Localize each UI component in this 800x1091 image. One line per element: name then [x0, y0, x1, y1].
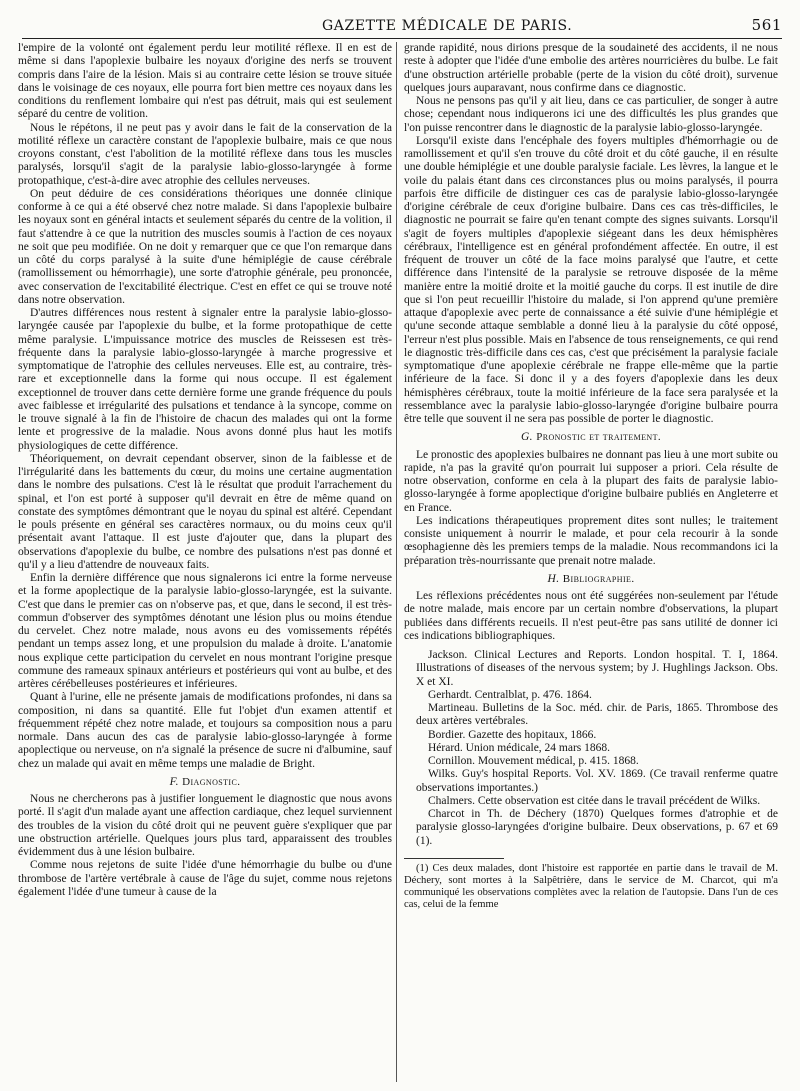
right-column [404, 42, 778, 911]
reference-item: Charcot in Th. de Déchery (1870) Quelques formes d'atrophie et de paralysie glosso-laryngées d'origine bulbaire. Deux observations, p. 67 et 69 (1). [416, 808, 778, 847]
section-number: H. [547, 572, 560, 585]
header-rule [22, 38, 782, 39]
paragraph: Quant à l'urine, elle ne présente jamais de modifications profondes, ni dans sa composition, ni dans sa quantité. Elle fut l'objet d'un examen attentif et fréquemment répété chez notre malade, et toujours sa composition nous a paru normale. Dans aucun des cas de paralysie labio-glosso-laryngée à forme apoplectique ou nerveuse, on n'a signalé la présence de sucre ni d'albumine, sauf chez un malade qui avait en même temps une maladie de Bright. [18, 691, 392, 770]
paragraph: Les réflexions précédentes nous ont été suggérées non-seulement par l'étude de notre malade, mais encore par un certain nombre d'observations, la plupart publiées dans différents recueils. Il n'est peut-être pas sans utilité de donner ici ces indications bibliographiques. [404, 590, 778, 642]
section-title: Pronostic et traitement. [536, 431, 662, 444]
reference-list [404, 649, 778, 848]
paragraph: Nous ne chercherons pas à justifier longuement le diagnostic que nous avons porté. Il s'agit d'un malade ayant une affection cardiaque, chez lequel surviennent des troubles de la vision du côté droit qui ne peuvent guère s'expliquer que par une obstruction artérielle. Quelques jours plus tard, apparaissent des troubles évidemment dus à une lésion bulbaire. [18, 793, 393, 858]
paragraph: Lorsqu'il existe dans l'encéphale des foyers multiples d'hémorrhagie ou de ramollissement et qu'il s'en trouve du côté droit et du côté gauche, il en résulte une double hémiplégie et une double paralysie faciale. Les lèvres, la langue et le voile du palais étant dans ces circonstances plus ou moins paralysés, il pourra parfois être difficile de distinguer ces cas de paralysie labio-glosso-laryngée d'origine cérébrale de ceux d'origine bulbaire. Dans ces cas très-difficiles, le diagnostic ne pourrait se faire qu'en tenant compte des signes suivants. Lorsqu'il s'agit de foyers multiples d'apoplexie siégeant dans les deux hémisphères cérébraux, l'intelligence est en général profondément affectée. En outre, il est fréquent de trouver un côté de la face moins paralysé que l'autre, et cette différence dans l'intensité de la paralysie se retrouve disposée de la même manière entre la moitié droite et la moitié gauche du corps. Il est inutile de dire que si l'on peut recueillir l'histoire du malade, si l'on apprend qu'une première attaque d'apoplexie avec perte de connaissance a été suivie d'une hémiplégie et qu'une seconde attaque semblable a donné lieu à la paralysie du côté opposé, l'erreur n'est plus possible. Mais en l'absence de tous renseignements, ce qui rend le diagnostic très-difficile dans ces cas, c'est que précisément la paralysie faciale symptomatique d'une apoplexie cérébrale ne frappe elle-même que la partie inférieure de la face. Si donc il y a des foyers d'apoplexie dans les deux hémisphères cérébraux, toute la moitié inférieure de la face sera paralysée et la ressemblance avec la paralysie labio-glosso-laryngée d'origine bulbaire pourra être telle que souvent il ne sera pas possible de porter le diagnostic. [404, 134, 778, 425]
section-title: Diagnostic. [182, 775, 241, 788]
page-header [22, 14, 782, 36]
section-heading-bibliography [404, 573, 778, 586]
reference-item: Wilks. Guy's hospital Reports. Vol. XV. 1869. (Ce travail renferme quatre observations importantes.) [416, 768, 778, 794]
paragraph: Enfin la dernière différence que nous signalerons ici entre la forme nerveuse et la forme apoplectique de la paralysie labio-glosso-laryngée, est la suivante. C'est que dans le premier cas on n'observe pas, et que, dans le second, il est très-commun d'observer des symptômes dénotant une lésion plus ou moins étendue du cervelet. Chez notre malade, nous avons eu des vomissements répétés pendant un temps assez long, et une propulsion du malade à droite. L'anatomie nous explique cette participation du cervelet en nous montrant l'origine presque commune des rameaux spinaux antérieurs et postérieurs qui vont au bulbe, et des artères cérébelleuses postérieures et inférieures. [18, 572, 392, 690]
paragraph: Nous ne pensons pas qu'il y ait lieu, dans ce cas particulier, de songer à autre chose; cependant nous indiquerons ici une des difficultés les plus grandes que l'on puisse rencontrer dans le diagnostic de la paralysie labio-glosso-laryngée. [404, 95, 778, 134]
page-number: 561 [751, 16, 782, 34]
paragraph: Les indications thérapeutiques proprement dites sont nulles; le traitement consiste uniquement à nourrir le malade, et pour cela recourir à la sonde œsophagienne dès les premiers temps de la maladie. Nous recommandons ici la préparation très-nourrissante que prenait notre malade. [404, 514, 778, 567]
paragraph: Le pronostic des apoplexies bulbaires ne donnant pas lieu à une mort subite ou rapide, n'a pas la gravité qu'on pourrait lui supposer a priori. Cela résulte de notre observation, conforme en cela à la plupart des faits de paralysie labio-glosso-laryngée à forme apoplectique d'origine bulbaire publiés en Angleterre et en France. [404, 448, 778, 514]
reference-item: Bordier. Gazette des hopitaux, 1866. [428, 728, 597, 741]
journal-title: GAZETTE MÉDICALE DE PARIS. [322, 18, 573, 34]
reference-item: Martineau. Bulletins de la Soc. méd. chir. de Paris, 1865. Thrombose des deux artères vertébrales. [416, 702, 778, 728]
paragraph: Nous le répétons, il ne peut pas y avoir dans le fait de la conservation de la motilité réflexe un caractère constant de l'apoplexie bulbaire, mais ce que nous croyons constant, c'est l'abolition de la motilité réflexe dans tous les muscles paralysés, lorsqu'il s'agit de la paralysie labio-glosso-laryngée à forme protopathique, c'est-à-dire avec atrophie des cellules nerveuses. [18, 121, 392, 187]
paragraph: On peut déduire de ces considérations théoriques une donnée clinique conforme à ce qui a été observé chez notre malade. Si dans l'apoplexie bulbaire les noyaux sont en général intacts et seulement séparés du centre de la volition, il faut s'attendre à ce que la nutrition des muscles soumis à l'action de ces noyaux ne soit que peu modifiée. On ne doit y remarquer que ce que l'on remarque dans un côté du corps paralysé à la suite d'une hémiplégie de cause cérébrale (ramollissement ou hémorrhagie), une sorte d'atrophie générale, peu prononcée, avec conservation de l'excitabilité électrique. C'est en effet ce qui se trouve noté dans notre observation. [18, 187, 392, 306]
column-divider [396, 42, 397, 1082]
reference-item: Hérard. Union médicale, 24 mars 1868. [428, 741, 611, 754]
footnote: (1) Ces deux malades, dont l'histoire est rapportée en partie dans le travail de M. Déchery, sont mortes à la Salpêtrière, dans le service de M. Charcot, qui m'a communiqué les observations complètes avec la relation de l'autopsie. Dans l'un de ces cas, celui de la femme [404, 862, 778, 910]
paragraph: Comme nous rejetons de suite l'idée d'une hémorrhagie du bulbe ou d'une thrombose de l'artère vertébrale à cause de l'âge du sujet, comme nous rejetons également l'idée d'une tumeur à cause de la [18, 859, 392, 898]
reference-item: Jackson. Clinical Lectures and Reports. London hospital. T. I, 1864. Illustrations of diseases of the nervous system; by J. Hughlings Jackson. Obs. X et XI. [416, 649, 778, 688]
section-heading-prognosis [404, 431, 778, 444]
paragraph: D'autres différences nous restent à signaler entre la paralysie labio-glosso-laryngée causée par l'apoplexie du bulbe, et la forme protopathique de cette même paralysie. L'impuissance motrice des muscles de Reissesen est très-fréquente dans la paralysie labio-glosso-laryngée à marche progressive et symptomatique de l'atrophie des cellules nerveuses. Elle est, au contraire, très-rare et exceptionnelle dans la forme qui nous occupe. Il est également exceptionnel de trouver dans cette dernière forme une grande fréquence du pouls avec faiblesse et irrégularité des pulsations et tendance à la syncope, comme on le trouve signalé à la fin de l'histoire de chacun des malades qui ont la forme lente et progressive de la maladie. Nous avons donné plus haut les motifs physiologiques de cette différence. [18, 307, 392, 452]
section-heading-diagnostic [18, 776, 392, 789]
left-column [18, 42, 392, 899]
section-number: F. [169, 775, 179, 788]
reference-item: Gerhardt. Centralblat, p. 476. 1864. [428, 688, 592, 701]
section-number: G. [520, 431, 533, 444]
paragraph: grande rapidité, nous dirions presque de la soudaineté des accidents, il ne nous reste à adopter que l'idée d'une embolie des artères nourricières du bulbe. Le fait d'une obstruction artérielle probable (perte de la vision du côté droit), survenue quelques jours auparavant, nous confirme dans ce diagnostic. [404, 42, 778, 94]
paragraph: l'empire de la volonté ont également perdu leur motilité réflexe. Il en est de même si dans l'apoplexie bulbaire les noyaux d'origine des nerfs se trouvent compris dans l'aire de la lésion. Mais si au contraire cette lésion se trouve située dans le voisinage de ces noyaux, elle pourra fort bien mettre ces noyaux dans les conditions du renflement lombaire qui n'est pas détruit, mais qui est seulement séparé du centre de volition. [18, 42, 392, 121]
reference-item: Chalmers. Cette observation est citée dans le travail précédent de Wilks. [428, 794, 761, 807]
reference-item: Cornillon. Mouvement médical, p. 415. 1868. [428, 755, 639, 767]
footnote-rule [404, 858, 504, 859]
section-title: Bibliographie. [562, 572, 635, 585]
paragraph: Théoriquement, on devrait cependant observer, sinon de la faiblesse et de l'irrégularité dans les battements du cœur, du moins une certaine augmentation dans le nombre des pulsations. C'est là le résultat que produit l'arrachement du spinal, et l'on est porté à supposer qu'il devrait en être de même quand on constate des symptômes démontrant que le noyau du spinal est altéré. Cependant le pouls présente en général ses caractères normaux, ou du moins ceux qu'il présentait avant l'attaque. Il est juste d'ajouter que, dans la plupart des observations d'apoplexie du bulbe, ce nombre des pulsations n'est pas donné et qu'il y a lieu d'attendre de nouveaux faits. [18, 452, 392, 571]
